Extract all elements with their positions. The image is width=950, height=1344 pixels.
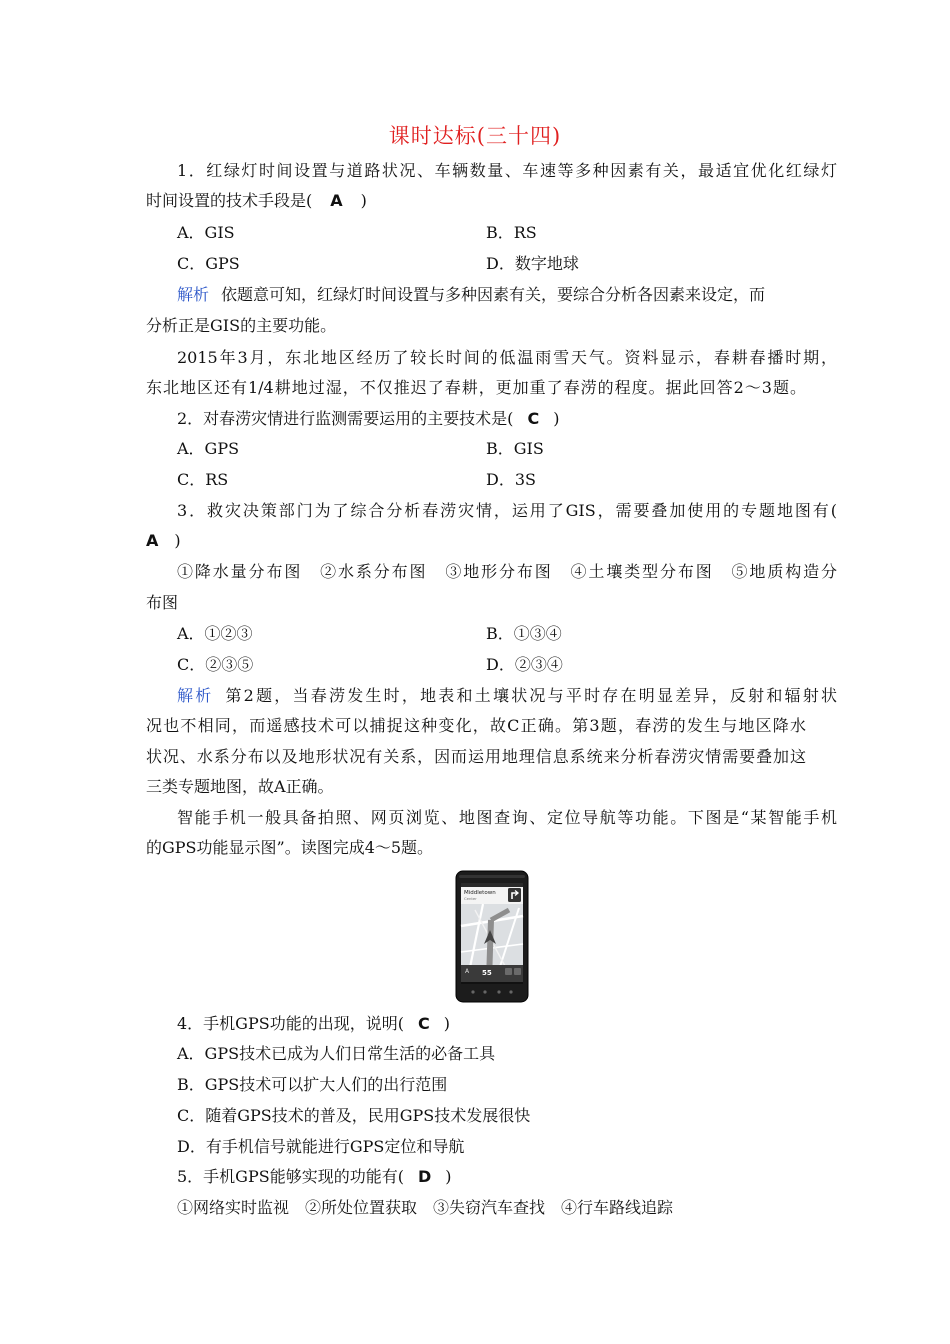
explanation-2-line2: 况也不相同，而遥感技术可以捕捉这种变化，故C正确。第3题，春涝的发生与地区降水	[146, 716, 806, 735]
explanation-1-line1	[177, 284, 837, 306]
q1-option-a: A．GIS	[177, 223, 235, 242]
q1-bracket-close: )	[360, 191, 367, 210]
q1-stem-line1: 1．红绿灯时间设置与道路状况、车辆数量、车速等多种因素有关，最适宜优化红绿灯	[177, 161, 837, 180]
phone-speed-readout: 55	[482, 969, 492, 977]
q2-option-d: D．3S	[486, 470, 536, 489]
intro-4-5-line1: 智能手机一般具备拍照、网页浏览、地图查询、定位导航等功能。下图是“某智能手机	[177, 808, 837, 827]
q2-stem	[177, 408, 837, 430]
explanation-label: 解析	[177, 285, 210, 304]
q1-option-d: D．数字地球	[486, 254, 579, 273]
q2-option-b: B．GIS	[486, 439, 544, 458]
q4-option-b: B．GPS技术可以扩大人们的出行范围	[177, 1075, 448, 1094]
intro-2-3-line2: 东北地区还有1/4耕地过湿，不仅推迟了春耕，更加重了春涝的程度。据此回答2～3题。	[146, 378, 806, 397]
q5-bracket-close: )	[445, 1167, 452, 1186]
q1-option-c: C．GPS	[177, 254, 240, 273]
explanation-2-line1	[177, 685, 837, 707]
q2-option-a: A．GPS	[177, 439, 240, 458]
q2-option-c: C．RS	[177, 470, 229, 489]
q5-stem-text: 5．手机GPS能够实现的功能有(	[177, 1167, 404, 1186]
q4-option-c: C．随着GPS技术的普及，民用GPS技术发展很快	[177, 1106, 531, 1125]
q1-stem-line2	[146, 190, 806, 212]
q4-option-d: D．有手机信号就能进行GPS定位和导航	[177, 1137, 465, 1156]
phone-city-label: Middletown	[464, 890, 496, 896]
explanation-1-line2: 分析正是GIS的主要功能。	[146, 316, 337, 335]
explanation-2-line3: 状况、水系分布以及地形状况有关系，因而运用地理信息系统来分析春涝灾情需要叠加这	[146, 747, 806, 766]
intro-4-5-line2: 的GPS功能显示图”。读图完成4～5题。	[146, 838, 434, 857]
q5-items: ①网络实时监视 ②所处位置获取 ③失窃汽车查找 ④行车路线追踪	[177, 1198, 674, 1217]
q1-option-b: B．RS	[486, 223, 537, 242]
q2-bracket-close: )	[553, 409, 560, 428]
explanation-1-text: 依题意可知，红绿灯时间设置与多种因素有关，要综合分析各因素来设定，而	[221, 285, 766, 304]
q3-option-d: D．②③④	[486, 655, 563, 674]
intro-2-3-line1: 2015年3月，东北地区经历了较长时间的低温雨雪天气。资料显示，春耕春播时期，	[177, 348, 837, 367]
turn-arrow-icon	[508, 888, 521, 902]
q3-bracket-close: )	[174, 531, 181, 550]
phone-sub-label: Center	[464, 896, 477, 901]
q3-stem-line2	[146, 530, 806, 552]
q5-answer: D	[417, 1167, 432, 1186]
q2-stem-text: 2．对春涝灾情进行监测需要运用的主要技术是(	[177, 409, 514, 428]
q3-stem-line1: 3．救灾决策部门为了综合分析春涝灾情，运用了GIS，需要叠加使用的专题地图有(	[177, 501, 837, 520]
svg-text:A: A	[465, 968, 470, 975]
q4-stem-text: 4．手机GPS功能的出现，说明(	[177, 1014, 404, 1033]
explanation-label: 解析	[177, 686, 214, 705]
smartphone-gps-figure	[455, 870, 529, 1003]
q4-bracket-close: )	[443, 1014, 450, 1033]
q3-option-b: B．①③④	[486, 624, 562, 643]
q1-answer: A	[330, 191, 343, 210]
q3-option-a: A．①②③	[177, 624, 253, 643]
q2-answer: C	[527, 409, 540, 428]
q1-stem-text: 时间设置的技术手段是(	[146, 191, 313, 210]
q3-items-line2: 布图	[146, 593, 179, 612]
q3-items-line1: ①降水量分布图 ②水系分布图 ③地形分布图 ④土壤类型分布图 ⑤地质构造分	[177, 562, 837, 581]
q3-option-c: C．②③⑤	[177, 655, 254, 674]
q4-stem	[177, 1013, 837, 1035]
q4-answer: C	[417, 1014, 430, 1033]
q3-answer: A	[146, 531, 159, 550]
q4-option-a: A．GPS技术已成为人们日常生活的必备工具	[177, 1044, 496, 1063]
q5-stem	[177, 1166, 837, 1188]
explanation-2-text: 第2题，当春涝发生时，地表和土壤状况与平时存在明显差异，反射和辐射状	[225, 686, 837, 705]
explanation-2-line4: 三类专题地图，故A正确。	[146, 777, 334, 796]
page-title: 课时达标(三十四)	[388, 124, 562, 148]
